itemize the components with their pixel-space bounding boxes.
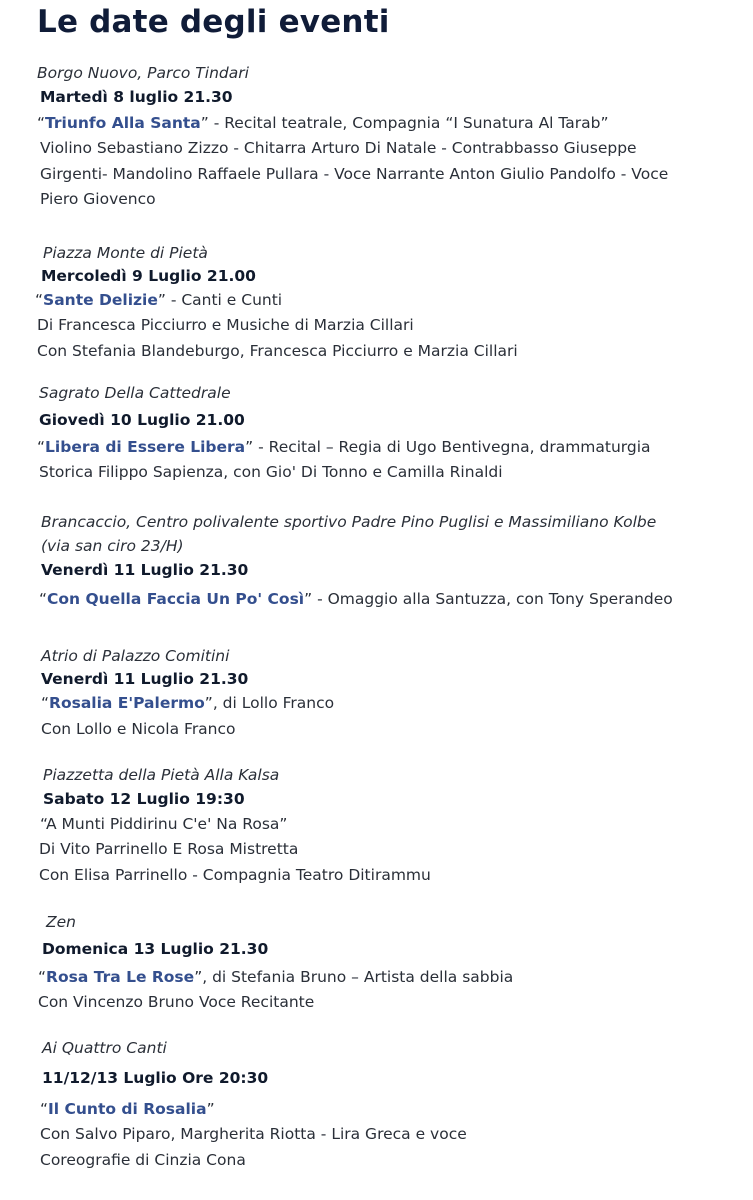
open-quote: “ xyxy=(39,590,48,608)
event-item xyxy=(38,910,513,1016)
event-name: Sante Delizie xyxy=(43,291,158,309)
event-line: Storica Filippo Sapienza, con Gio' Di Tonno e Camilla Rinaldi xyxy=(39,463,503,481)
event-item xyxy=(40,1036,467,1173)
event-location: Brancaccio, Centro polivalente sportivo Padre Pino Puglisi e Massimiliano Kolbe xyxy=(41,513,657,531)
event-location: Piazza Monte di Pietà xyxy=(43,244,208,262)
event-date: Sabato 12 Luglio 19:30 xyxy=(43,790,245,808)
event-name: Libera di Essere Libera xyxy=(45,438,246,456)
open-quote: “ xyxy=(35,291,44,309)
event-line: Con Stefania Blandeburgo, Francesca Picciurro e Marzia Cillari xyxy=(37,341,518,360)
event-title-suffix: ” - Recital – Regia di Ugo Bentivegna, drammaturgia xyxy=(245,438,651,456)
open-quote: “ xyxy=(37,438,46,456)
event-line: Coreografie di Cinzia Cona xyxy=(40,1150,246,1169)
event-date: Martedì 8 luglio 21.30 xyxy=(40,88,233,106)
event-location: Borgo Nuovo, Parco Tindari xyxy=(37,64,249,82)
event-location: Atrio di Palazzo Comitini xyxy=(41,647,230,665)
event-title xyxy=(40,811,431,837)
event-date: Venerdì 11 Luglio 21.30 xyxy=(41,670,249,688)
open-quote: “ xyxy=(38,968,47,986)
event-line: Con Vincenzo Bruno Voce Recitante xyxy=(38,993,315,1011)
event-line: Con Lollo e Nicola Franco xyxy=(41,720,236,738)
event-line: Con Elisa Parrinello - Compagnia Teatro Ditirammu xyxy=(39,865,431,884)
event-name: Rosa Tra Le Rose xyxy=(46,968,195,986)
event-title xyxy=(38,964,513,990)
event-item xyxy=(37,61,668,213)
event-location: Sagrato Della Cattedrale xyxy=(39,384,231,402)
event-name: Rosalia E'Palermo xyxy=(49,694,205,712)
event-title-suffix: ” - Omaggio alla Santuzza, con Tony Sperandeo xyxy=(304,590,673,608)
event-item xyxy=(39,510,673,612)
event-location: Zen xyxy=(46,913,76,931)
event-line: Violino Sebastiano Zizzo - Chitarra Arturo Di Natale - Contrabbasso Giuseppe xyxy=(40,139,637,157)
event-name: Il Cunto di Rosalia xyxy=(48,1100,207,1118)
event-date: 11/12/13 Luglio Ore 20:30 xyxy=(42,1069,269,1087)
event-line: Di Vito Parrinello E Rosa Mistretta xyxy=(39,840,299,858)
event-location: Ai Quattro Canti xyxy=(42,1039,167,1057)
event-title xyxy=(41,691,334,715)
event-item xyxy=(41,644,334,743)
event-line: Girgenti- Mandolino Raffaele Pullara - Voce Narrante Anton Giulio Pandolfo - Voce xyxy=(40,164,669,183)
event-title-suffix: ”, di Lollo Franco xyxy=(204,694,335,712)
event-title-suffix: ” - Canti e Cunti xyxy=(157,291,283,309)
event-date: Domenica 13 Luglio 21.30 xyxy=(42,940,269,958)
event-name: Con Quella Faccia Un Po' Così xyxy=(47,590,305,608)
event-location-detail: (via san ciro 23/H) xyxy=(41,537,184,555)
event-title xyxy=(40,1096,467,1122)
event-name: Triunfo Alla Santa xyxy=(45,114,201,132)
page-title: Le date degli eventi xyxy=(37,4,390,40)
event-line: Piero Giovenco xyxy=(40,190,156,208)
event-title-suffix: “A Munti Piddirinu C'e' Na Rosa” xyxy=(40,815,288,833)
event-title-suffix: ”, di Stefania Bruno – Artista della sabbia xyxy=(194,968,514,986)
event-date: Giovedì 10 Luglio 21.00 xyxy=(39,411,245,429)
event-title xyxy=(35,287,518,313)
event-title-suffix: ” - Recital teatrale, Compagnia “I Sunatura Al Tarab” xyxy=(200,114,609,132)
event-date: Venerdì 11 Luglio 21.30 xyxy=(41,561,249,579)
open-quote: “ xyxy=(37,114,46,132)
event-location: Piazzetta della Pietà Alla Kalsa xyxy=(43,766,280,784)
event-item xyxy=(37,381,651,486)
event-item xyxy=(39,763,431,888)
event-title-suffix: ” xyxy=(206,1100,215,1118)
event-item xyxy=(35,241,518,364)
event-date: Mercoledì 9 Luglio 21.00 xyxy=(41,267,256,285)
event-line: Di Francesca Picciurro e Musiche di Marzia Cillari xyxy=(37,316,414,334)
event-title xyxy=(39,586,673,612)
event-title xyxy=(37,434,651,460)
event-title xyxy=(37,110,668,136)
event-line: Con Salvo Piparo, Margherita Riotta - Lira Greca e voce xyxy=(40,1125,467,1143)
open-quote: “ xyxy=(40,1100,49,1118)
open-quote: “ xyxy=(41,694,50,712)
